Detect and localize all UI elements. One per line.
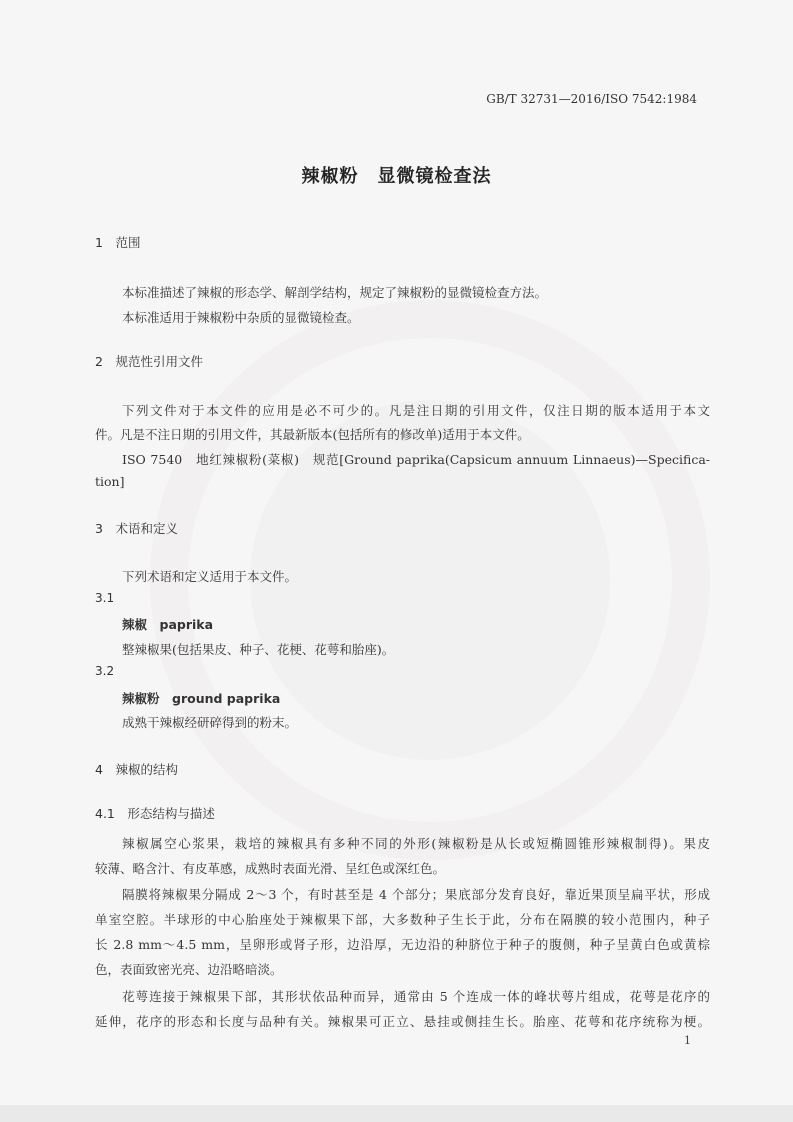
document-title: 辣椒粉 显微镜检查法 (301, 166, 492, 187)
section-4-heading: 4 辣椒的结构 (95, 762, 178, 777)
term-3-1-name: 辣椒 paprika (122, 617, 214, 632)
section-2-para-line-2: 件。凡是不注日期的引用文件，其最新版本(包括所有的修改单)适用于本文件。 (95, 427, 530, 442)
standard-number: GB/T 32731—2016/ISO 7542:1984 (486, 92, 697, 106)
reference-iso-7540-line-1: ISO 7540 地红辣椒粉(菜椒) 规范[Ground paprika(Capsicum annuum Linnaeus)—Specifica- (122, 452, 710, 467)
term-3-1-definition: 整辣椒果(包括果皮、种子、花梗、花萼和胎座)。 (122, 642, 395, 657)
section-2-heading: 2 规范性引用文件 (95, 354, 203, 369)
section-4-1-para-2-line-3: 长 2.8 mm～4.5 mm，呈卵形或肾子形，边沿厚，无边沿的种脐位于种子的腹侧，种子呈黄白色或黄棕 (95, 937, 710, 952)
section-1-heading: 1 范围 (95, 235, 141, 250)
term-3-2-name: 辣椒粉 ground paprika (122, 691, 281, 706)
section-4-1-heading: 4.1 形态结构与描述 (95, 806, 215, 821)
section-1-para-1: 本标准描述了辣椒的形态学、解剖学结构，规定了辣椒粉的显微镜检查方法。 (122, 285, 548, 300)
section-4-1-para-2-line-4: 色，表面致密光亮、边沿略暗淡。 (95, 962, 283, 977)
section-4-1-para-1-line-1: 辣椒属空心浆果，栽培的辣椒具有多种不同的外形(辣椒粉是从长或短椭圆锥形辣椒制得)。果皮 (122, 836, 710, 851)
term-3-1-number: 3.1 (95, 591, 115, 605)
section-1-para-2: 本标准适用于辣椒粉中杂质的显微镜检查。 (122, 310, 360, 325)
section-4-1-para-2-line-1: 隔膜将辣椒果分隔成 2～3 个，有时甚至是 4 个部分；果底部分发育良好，靠近果顶呈扁平状，形成 (122, 887, 710, 902)
term-3-2-definition: 成熟干辣椒经研碎得到的粉末。 (122, 715, 298, 730)
section-4-1-para-3-line-1: 花萼连接于辣椒果下部，其形状依品种而异，通常由 5 个连成一体的峰状萼片组成，花萼是花序的 (122, 989, 710, 1004)
section-4-1-para-3-line-2: 延伸，花序的形态和长度与品种有关。辣椒果可正立、悬挂或侧挂生长。胎座、花萼和花序统称为梗。 (95, 1014, 710, 1029)
section-4-1-para-2-line-2: 单室空腔。半球形的中心胎座处于辣椒果下部，大多数种子生长于此，分布在隔膜的较小范围内，种子 (95, 912, 710, 927)
page-number: 1 (684, 1034, 691, 1047)
section-2-para-line-1: 下列文件对于本文件的应用是必不可少的。凡是注日期的引用文件，仅注日期的版本适用于本文 (122, 403, 710, 418)
section-3-heading: 3 术语和定义 (95, 521, 178, 536)
section-4-1-para-1-line-2: 较薄、略含汁、有皮革感，成熟时表面光滑、呈红色或深红色。 (95, 861, 446, 876)
reference-iso-7540-line-2: tion] (95, 474, 125, 489)
section-3-intro: 下列术语和定义适用于本文件。 (122, 569, 298, 584)
term-3-2-number: 3.2 (95, 664, 115, 678)
